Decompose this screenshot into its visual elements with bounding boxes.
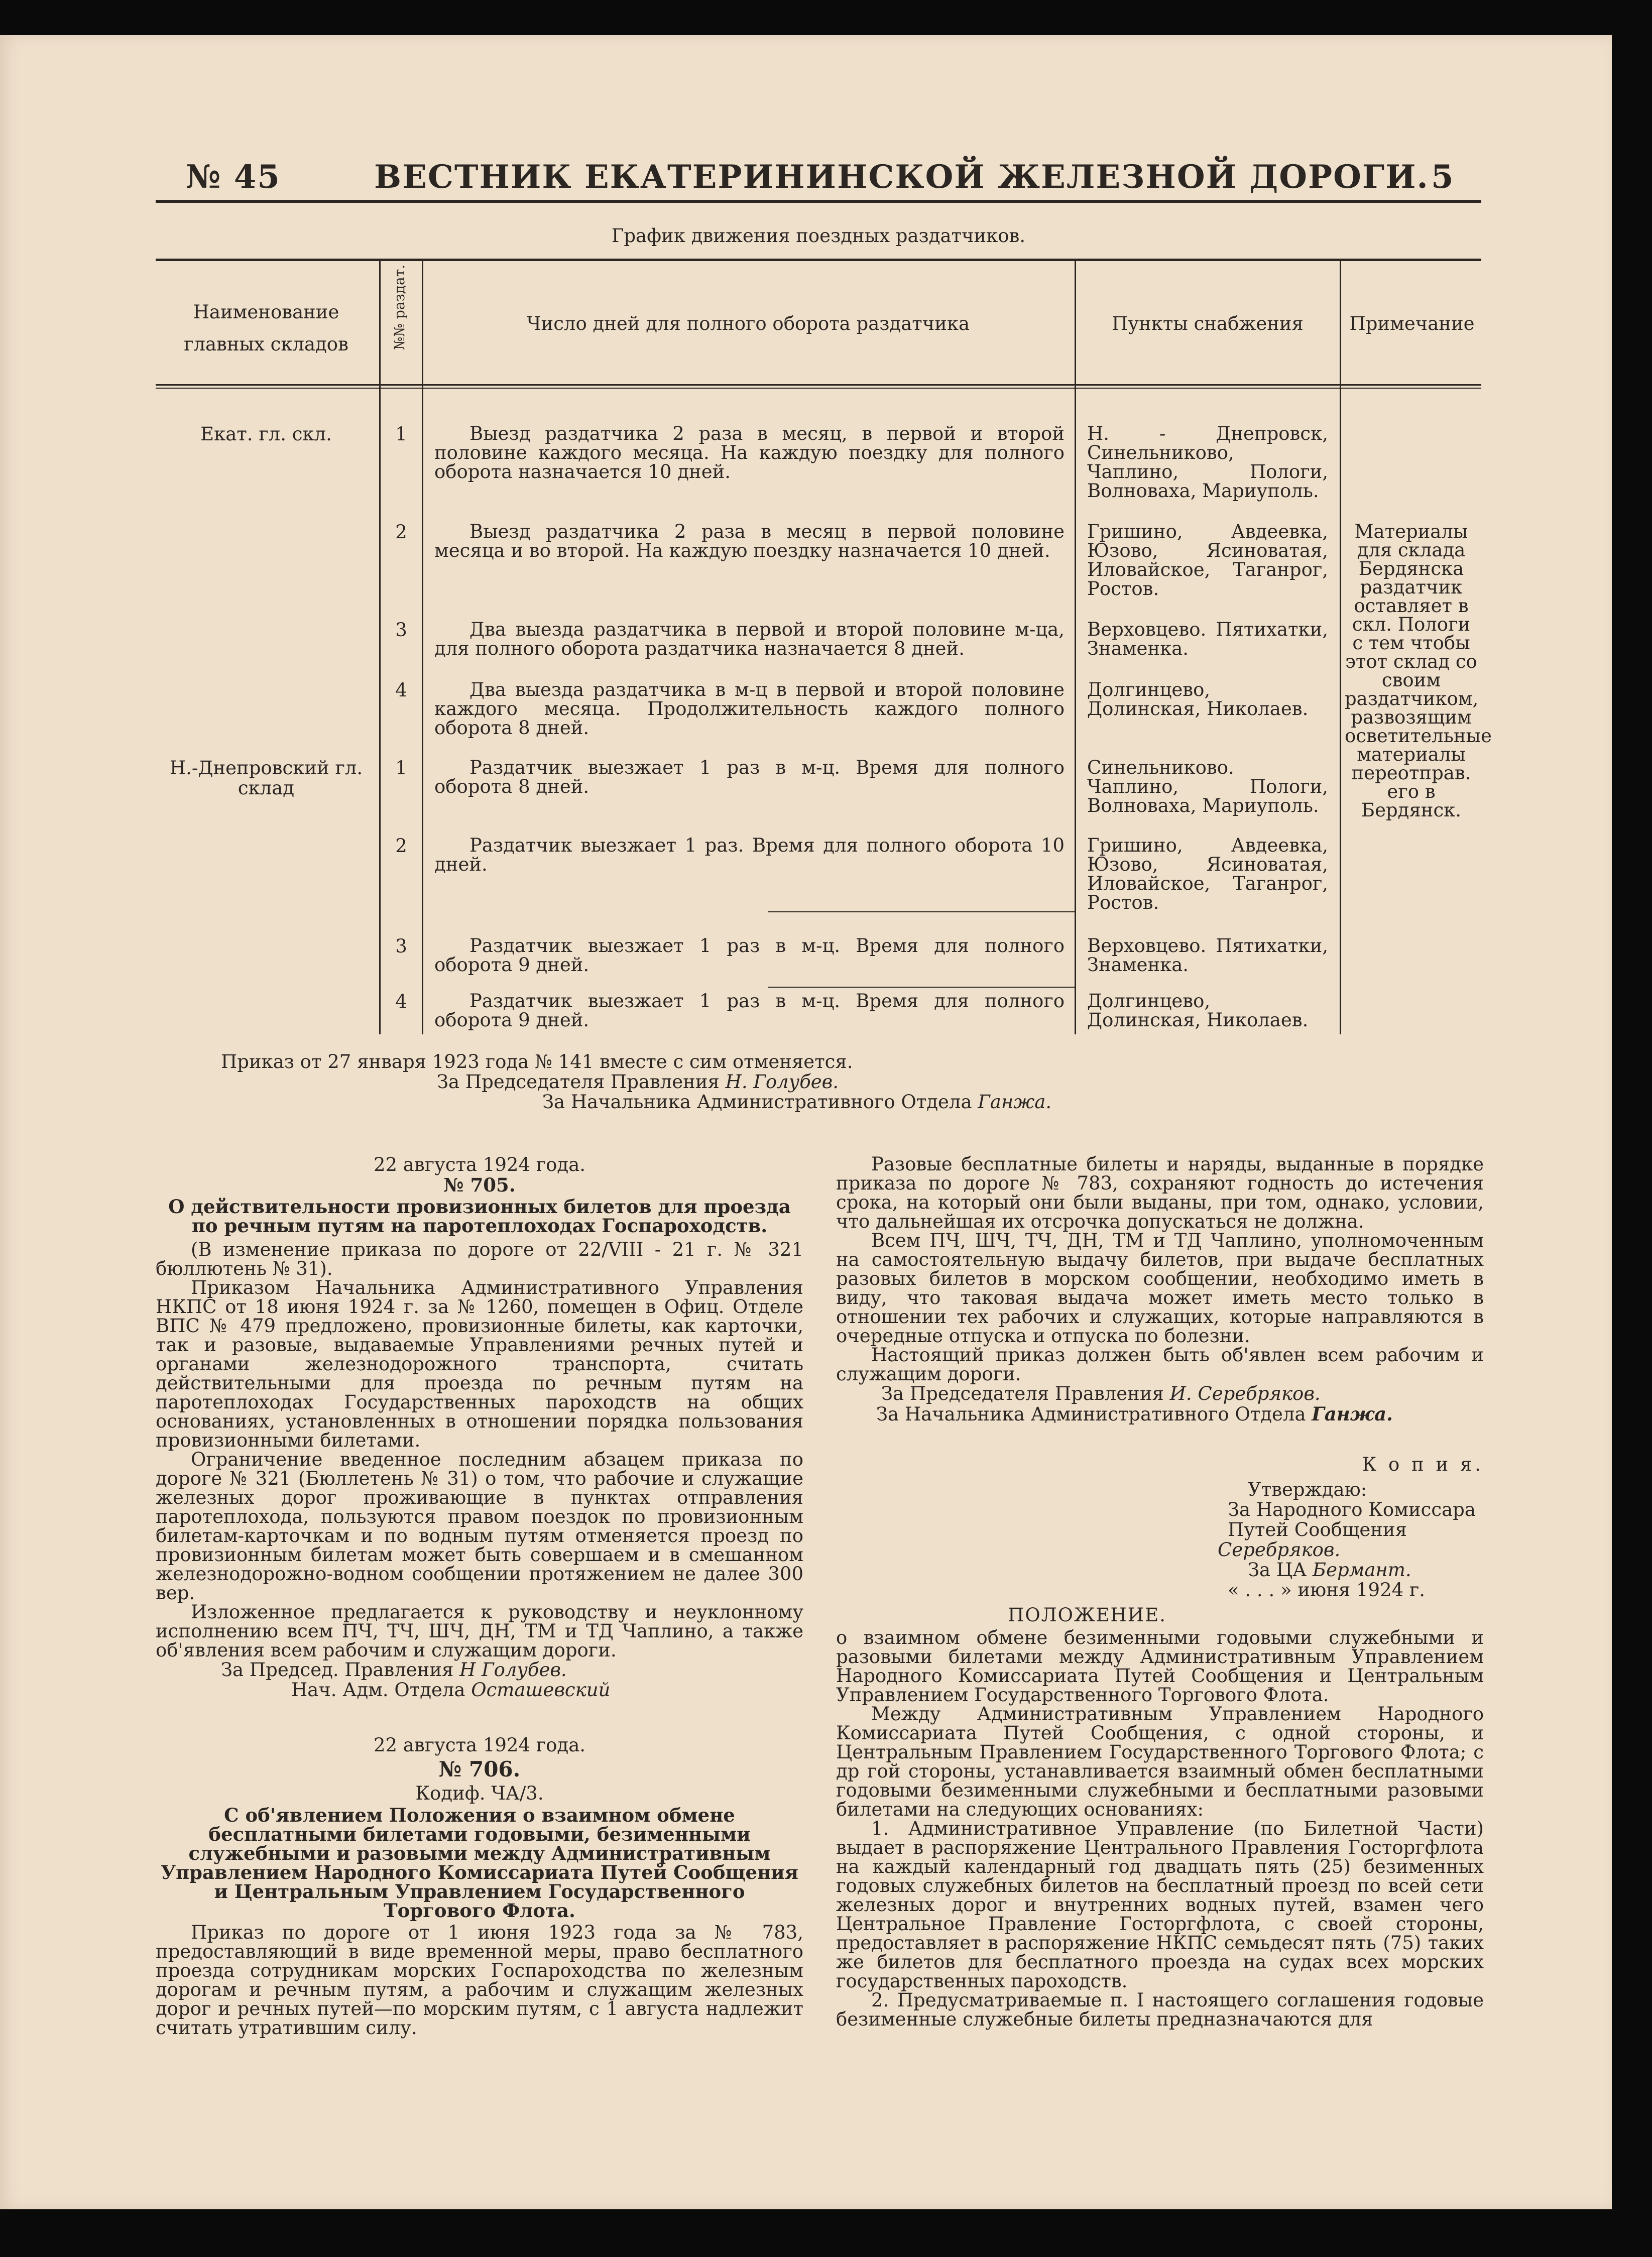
approval-block bbox=[1218, 1480, 1484, 1600]
row-points: Верховцево. Пятихатки, Знаменка. bbox=[1087, 935, 1328, 976]
order-code: Кодиф. ЧА/3. bbox=[415, 1783, 544, 1804]
order-signature: Нач. Адм. Отдела Осташевский bbox=[291, 1679, 611, 1701]
order-title: О действительности провизионных билетов для проезда по речным путям на паротеплоходах Госпароходств. bbox=[168, 1196, 791, 1237]
schedule-caption: График движения поездных раздатчиков. bbox=[611, 225, 1026, 247]
approval-line: Серебряков. bbox=[1218, 1539, 1341, 1561]
header-rule bbox=[156, 200, 1481, 203]
row-points: Гришино, Авдеевка, Юзово, Ясиноватая, Иловайское, Таганрог, Ростов. bbox=[1087, 835, 1328, 913]
approval-line: За Народного Комиссара Путей Сообщения bbox=[1228, 1499, 1476, 1540]
regulation-paragraph: 2. Предусматриваемые п. I настоящего соглашения годовые безименные служебные билеты предназначаются для bbox=[836, 1989, 1484, 2030]
order-number: № 706. bbox=[438, 1757, 521, 1781]
issue-number: № 45 bbox=[186, 158, 281, 196]
col-header-note: Примечание bbox=[1349, 313, 1475, 334]
order-number: № 705. bbox=[443, 1174, 516, 1196]
row-number: 2 bbox=[395, 835, 407, 857]
order-paragraph: Ограничение введенное последним абзацем приказа по дороге № 321 (Бюллетень № 31) о том, что рабочие и служащие железных дорог проживающие в пунктах отправления паротеплохода, пользуются правом поездок по провизионным билетам-карточкам и по водным путям отменяется проезд по провизионным билетам может быть совершаем и в смешанном железнодорожно-водном сообщении протяжением не далее 300 вер. bbox=[156, 1449, 803, 1604]
order-signature: За Начальника Административного Отдела Ганжа. bbox=[876, 1403, 1393, 1425]
table-vline-1 bbox=[379, 261, 381, 1034]
col-header-days: Число дней для полного оборота раздатчика bbox=[526, 313, 970, 334]
approval-signer: Бермант. bbox=[1312, 1559, 1411, 1581]
row-days-text: Выезд раздатчика 2 раза в месяц, в первой и второй половине каждого месяца. На каждую поездку для полного оборота назначается 10 дней. bbox=[434, 423, 1065, 483]
order-paragraph: Настоящий приказ должен быть об'явлен всем рабочим и служащим дороги. bbox=[836, 1344, 1484, 1385]
table-header-rule-2 bbox=[156, 388, 1481, 389]
row-points: Долгинцево, Долинская, Николаев. bbox=[1087, 990, 1309, 1031]
schedule-note: Материалы для склада Бердянска раздатчик оставляет в скл. Пологи с тем чтобы этот склад со своим раздатчиком, развозящим осветительные материалы переотправ. его в Бердянск. bbox=[1345, 521, 1492, 821]
row-points: Синельниково. Чаплино, Пологи, Волноваха, Мариуполь. bbox=[1087, 757, 1328, 816]
row-warehouse: Н.-Днепровский гл. склад bbox=[169, 757, 363, 799]
newspaper-title: ВЕСТНИК ЕКАТЕРИНИНСКОЙ ЖЕЛЕЗНОЙ ДОРОГИ. bbox=[374, 158, 1429, 196]
regulation-title: ПОЛОЖЕНИЕ. bbox=[1008, 1604, 1166, 1626]
approval-line: За ЦА bbox=[1248, 1559, 1313, 1581]
row-points: Долгинцево, Долинская, Николаев. bbox=[1087, 679, 1309, 720]
table-vline-3 bbox=[1075, 261, 1076, 1034]
schedule-footer-sign2: За Начальника Административного Отдела Ганжа. bbox=[542, 1091, 1052, 1113]
row-days-text: Раздатчик выезжает 1 раз в м-ц. Время для полного оборота 9 дней. bbox=[434, 990, 1065, 1031]
row-days-text: Раздатчик выезжает 1 раз. Время для полного оборота 10 дней. bbox=[434, 835, 1065, 875]
order-date: 22 августа 1924 года. bbox=[373, 1734, 586, 1756]
row-days-text: Раздатчик выезжает 1 раз в м-ц. Время для полного оборота 8 дней. bbox=[434, 757, 1065, 797]
row-number: 1 bbox=[395, 757, 407, 779]
schedule-footer-order: Приказ от 27 января 1923 года № 141 вместе с сим отменяется. bbox=[221, 1051, 853, 1073]
row-points: Верховцево. Пятихатки, Знаменка. bbox=[1087, 619, 1328, 659]
row-days-text: Раздатчик выезжает 1 раз в м-ц. Время для полного оборота 9 дней. bbox=[434, 935, 1065, 976]
right-column bbox=[836, 1155, 1484, 2029]
regulation-paragraph: о взаимном обмене безименными годовыми служебными и разовыми билетами между Административным Управлением Народного Комиссариата Путей Сообщения и Центральным Управлением Государственного Торгового Флота. bbox=[836, 1627, 1484, 1706]
row-number: 3 bbox=[395, 935, 407, 957]
row-days-text: Выезд раздатчика 2 раза в месяц в первой половине месяца и во второй. На каждую поездку назначается 10 дней. bbox=[434, 521, 1065, 561]
table-top-rule bbox=[156, 259, 1481, 261]
order-signature: За Председ. Правления Н Голубев. bbox=[221, 1659, 567, 1681]
table-vline-4 bbox=[1340, 261, 1341, 1034]
row-number: 4 bbox=[395, 679, 407, 701]
row-separator bbox=[768, 911, 1075, 912]
row-separator bbox=[768, 987, 1075, 988]
order-paragraph: Разовые бесплатные билеты и наряды, выданные в порядке приказа по дороге № 783, сохраняют годность до истечения срока, на который они были выданы, при том, однако, условии, что дальнейшая их отсрочка допускаться не должна. bbox=[836, 1153, 1484, 1232]
regulation-paragraph: 1. Административное Управление (по Билетной Части) выдает в распоряжение Центрального Правления Госторгфлота на каждый календарный год двадцать пять (25) безименных годовых служебных билетов на бесплатный проезд по всей сети железных дорог и внутренних водных путей, взамен чего Центральное Правление Госторгфлота, с своей стороны, предоставляет в распоряжение НКПС семьдесят пять (75) таких же билетов для бесплатного проезда на судах всех морских государственных пароходств. bbox=[836, 1818, 1484, 1992]
order-paragraph: Приказ по дороге от 1 июня 1923 года за № 783, предоставляющий в виде временной меры, право бесплатного проезда сотрудникам морских Госпароходства по железным дорогам и речным путям, а рабочим и служащим железных дорог и речных путей—по морским путям, с 1 августа надлежит считать утратившим силу. bbox=[156, 1922, 803, 2039]
row-number: 2 bbox=[395, 521, 407, 543]
schedule-footer-sign1: За Председателя Правления Н. Голубев. bbox=[437, 1071, 839, 1093]
row-points: Гришино, Авдеевка, Юзово, Ясиноватая, Иловайское, Таганрог, Ростов. bbox=[1087, 521, 1328, 600]
order-title: С об'явлением Положения о взаимном обмене бесплатными билетами годовыми, безименными служебными и разовыми между Административным Управлением Народного Комиссариата Путей Сообщения и Центральным Управлением Государственного Торгового Флота. bbox=[161, 1804, 798, 1922]
row-number: 4 bbox=[395, 991, 407, 1012]
approval-line: Утверждаю: bbox=[1248, 1479, 1367, 1500]
row-number: 3 bbox=[395, 619, 407, 641]
page-number: 5 bbox=[1431, 158, 1455, 196]
col-header-points: Пункты снабжения bbox=[1112, 313, 1304, 334]
order-paragraph: Приказом Начальника Административного Управления НКПС от 18 июня 1924 г. за № 1260, помещен в Офиц. Отделе ВПС № 479 предложено, провизионные билеты, как карточки, так и разовые, выдаваемые Управлениями речных путей и органами железнодорожного транспорта, считать действительными для проезда по речным путям на паротеплоходах Государственных пароходств на общих основаниях, установленных в отношении порядка пользования провизионными билетами. bbox=[156, 1277, 803, 1451]
row-days-text: Два выезда раздатчика в первой и второй половине м-ца, для полного оборота раздатчика назначается 8 дней. bbox=[434, 619, 1065, 659]
order-paragraph: (В изменение приказа по дороге от 22/VIII - 21 г. № 321 бюллютень № 31). bbox=[156, 1239, 803, 1279]
order-date: 22 августа 1924 года. bbox=[373, 1154, 586, 1175]
row-warehouse: Екат. гл. скл. bbox=[200, 423, 332, 445]
col-header-number bbox=[391, 313, 411, 350]
order-paragraph: Изложенное предлагается к руководству и неуклонному исполнению всем ПЧ, ТЧ, ШЧ, ДН, ТМ и ТД Чаплино, а также об'явления всем рабочим и служащим дороги. bbox=[156, 1601, 803, 1661]
table-header-rule bbox=[156, 384, 1481, 386]
row-points: Н. - Днепровск, Синельниково, Чаплино, Пологи, Волноваха, Мариуполь. bbox=[1087, 423, 1328, 502]
col-header-warehouse: Наименование главных складов bbox=[184, 301, 348, 355]
copy-label: К о п и я. bbox=[1362, 1454, 1484, 1475]
row-days-text: Два выезда раздатчика в м-ц в первой и второй половине каждого месяца. Продолжительность каждого полного оборота 8 дней. bbox=[434, 679, 1065, 739]
order-paragraph: Всем ПЧ, ШЧ, ТЧ, ДН, ТМ и ТД Чаплино, уполномоченным на самостоятельную выдачу билетов, при выдаче бесплатных разовых билетов в морском сообщении, необходимо иметь в виду, что таковая выдача может иметь место только в отношении тех рабочих и служащих, которые направляются в очередные отпуска и отпуска по болезни. bbox=[836, 1230, 1484, 1347]
table-vline-2 bbox=[422, 261, 423, 1034]
order-705 bbox=[156, 1155, 803, 2038]
regulation-paragraph: Между Административным Управлением Народного Комиссариата Путей Сообщения, с одной стороны, и Центральным Правлением Государственного Торгового Флота; с др гой стороны, устанавливается взаимный обмен бесплатными годовыми безименными служебными и бесплатными разовыми билетами на следующих основаниях: bbox=[836, 1703, 1484, 1820]
order-signature: За Председателя Правления И. Серебряков. bbox=[881, 1383, 1321, 1404]
row-number: 1 bbox=[395, 423, 407, 445]
approval-date: « . . . » июня 1924 г. bbox=[1228, 1579, 1426, 1601]
